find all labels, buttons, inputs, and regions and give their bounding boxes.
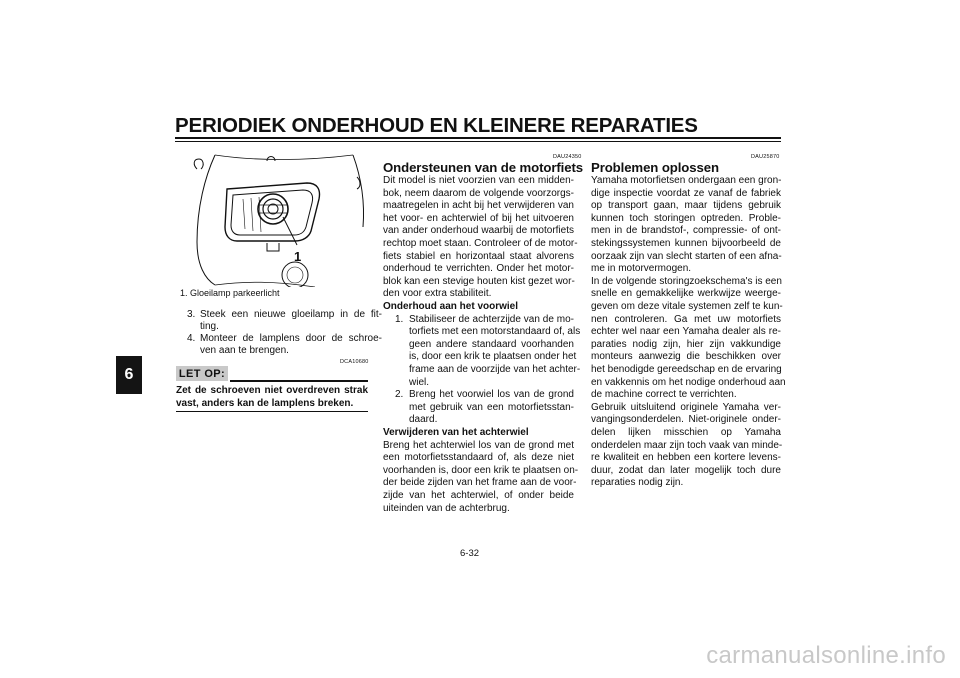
body-line: op transport gaan, maar tijdens gebruik [591, 200, 781, 212]
body-line: der beide zijden van het frame aan de voor- [383, 477, 577, 489]
body-line: het voor- en achterwiel of bij het uitvoeren [383, 212, 574, 224]
section-ref-code: DAU25870 [751, 154, 780, 160]
body-line: maatregelen in acht bij het verwijderen van [383, 200, 574, 212]
body-line: voorhanden is, door een krik te plaatsen on- [383, 464, 579, 476]
section-ref-code: DAU24350 [553, 154, 582, 160]
body-line: duur, zodat dan later mogelijk toch dure [591, 464, 781, 476]
page-number: 6-32 [460, 548, 480, 559]
body-line: reparaties nodig zijn. [591, 477, 684, 489]
body-line: stekingssystemen kunnen bijvoorbeeld de [591, 238, 781, 249]
title-rule-thin [175, 141, 781, 142]
notice-ref-code: DCA10680 [340, 359, 369, 365]
body-line: echter wel naar een Yamaha dealer als re- [591, 326, 781, 338]
subheading-front-wheel: Onderhoud aan het voorwiel [383, 301, 519, 312]
step-text-line: Steek een nieuwe gloeilamp in de fit- [200, 309, 382, 320]
step-number: 2. [395, 389, 404, 401]
body-line: nen controleren. Ga met uw motorfiets [591, 313, 781, 325]
body-line: den voor extra stabiliteit. [383, 288, 492, 300]
subheading-rear-wheel: Verwijderen van het achterwiel [383, 427, 529, 438]
body-line: zijde van het achterwiel, of onder beide [383, 490, 574, 501]
section-heading-troubleshooting: Problemen oplossen [591, 160, 719, 175]
body-line: delen lijken misschien op Yamaha [591, 427, 781, 438]
step-number: 1. [395, 313, 404, 325]
body-line: In de volgende storingzoekschema's is een [591, 275, 782, 287]
notice-line: Zet de schroeven niet overdreven strak [176, 385, 368, 396]
section-heading-support: Ondersteunen van de motorfiets [383, 160, 583, 175]
body-line: het benodigde gereedschap en de ervaring [591, 364, 782, 375]
body-line: kunnen toch storingen optreden. Proble- [591, 212, 781, 224]
body-line: onderhoud te verrichten. Onder het motor- [383, 263, 574, 275]
body-line: me in motorvermogen. [591, 263, 692, 275]
body-line: Breng het achterwiel los van de grond met [383, 439, 574, 451]
body-line: fiets stabiel en horizontaal staat alvorens [383, 250, 574, 262]
body-line: Yamaha motorfietsen ondergaan een gron- [591, 175, 782, 186]
notice-text [176, 385, 368, 410]
body-line: blok kan een stevige houten kist gezet wor- [383, 275, 575, 287]
notice-line: vast, anders kan de lamplens breken. [176, 397, 354, 409]
body-line: oorzaak zijn van slecht starten of een afna- [591, 250, 782, 262]
step-text-line: Monteer de lamplens door de schroe- [200, 333, 382, 344]
body-line: rechtop moet staan. Controleer of de motor- [383, 238, 578, 249]
step-text-line: daard. [409, 414, 438, 426]
step-text-line: Stabiliseer de achterzijde van de mo- [409, 313, 574, 325]
step-text-line: torfiets met een motorstandaard of, als [409, 326, 581, 338]
page-title: PERIODIEK ONDERHOUD EN KLEINERE REPARATIES [175, 114, 698, 137]
body-line: en vakkennis om het nodige onderhoud aan [591, 376, 786, 388]
body-line: bok, neem daarom de volgende voorzorgs- [383, 187, 574, 199]
step-text-line: is, door een krik te plaatsen onder het [409, 351, 577, 363]
chapter-tab: 6 [116, 356, 142, 394]
body-line: Gebruik uitsluitend originele Yamaha ver- [591, 401, 781, 413]
body-line: uiteinden van de achterbrug. [383, 502, 510, 514]
body-line: paraties nodig zijn, hier zijn vakkundige [591, 338, 781, 350]
body-line: re kwaliteit en hebben een kortere levens- [591, 452, 781, 464]
notice-rule-bottom [176, 411, 368, 412]
step-number: 4. [187, 333, 196, 344]
notice-rule [230, 380, 368, 382]
step-text-line: met gebruik van een motorfietsstan- [409, 401, 574, 413]
figure-caption: 1. Gloeilamp parkeerlicht [180, 288, 280, 298]
body-line: geven om deze vitale systemen zelf te kun- [591, 301, 783, 312]
parking-lamp-illustration [175, 147, 371, 287]
title-rule [175, 137, 781, 139]
body-line: de machine correct te verrichten. [591, 389, 737, 401]
body-line: snelle en gemakkelijke werkwijze weerge- [591, 288, 781, 300]
site-watermark[interactable]: carmanualsonline.info [706, 642, 946, 669]
step-text-line: ting. [200, 321, 219, 332]
step-text-line: geen andere standaard voorhanden [409, 338, 574, 350]
body-line: Dit model is niet voorzien van een midden- [383, 175, 574, 186]
body-line: dige inspectie voordat ze vanaf de fabriek [591, 187, 781, 199]
body-line: men in de brandstof-, compressie- of ont- [591, 225, 781, 237]
body-line: vangingsonderdelen. Niet-originele onder- [591, 414, 781, 426]
step-text-line: wiel. [409, 376, 430, 388]
body-line: van ander onderhoud waarbij de motorfiets [383, 225, 574, 237]
body-line: een motorfietsstandaard of, als deze niet [383, 452, 574, 464]
figure-callout-1: 1 [294, 249, 302, 264]
body-line: monteurs aanwezig die beschikken over [591, 351, 781, 363]
step-text-line: Breng het voorwiel los van de grond [409, 389, 574, 401]
step-text-line: ven aan te brengen. [200, 345, 289, 356]
step-number: 3. [187, 309, 196, 320]
step-text-line: frame aan de voorzijde van het achter- [409, 364, 581, 375]
body-line: onderdelen maar zijn toch vaak van minde- [591, 439, 783, 451]
notice-label: LET OP: [176, 366, 228, 381]
